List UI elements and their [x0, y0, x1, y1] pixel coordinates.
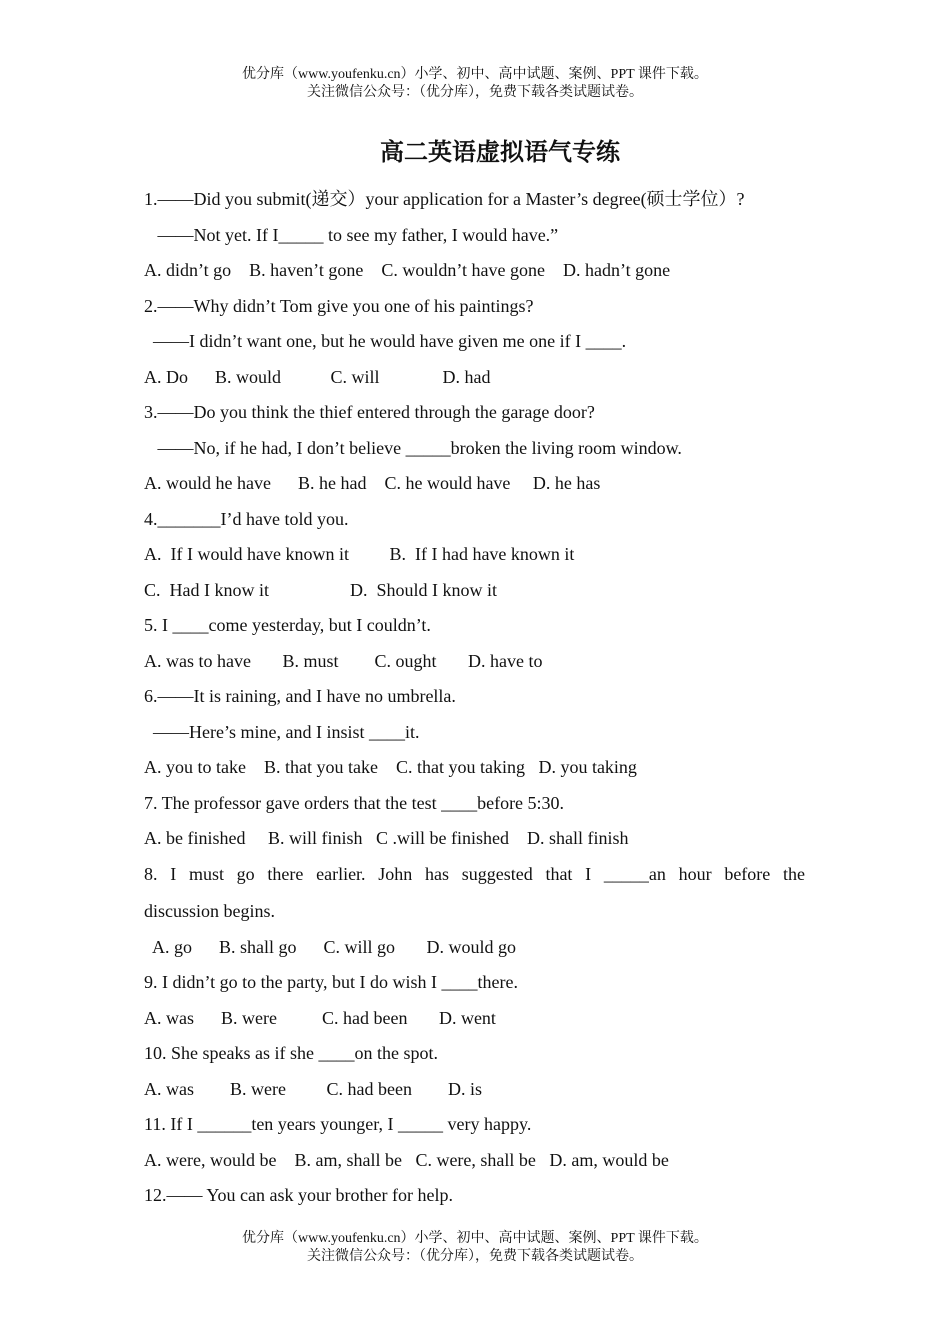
- q9-question: 9. I didn’t go to the party, but I do wish I ____there.: [144, 972, 518, 992]
- q3-question: 3.——Do you think the thief entered through the garage door?: [144, 402, 595, 422]
- footer-line-2: 关注微信公众号：（优分库），免费下载各类试题试卷。: [307, 1249, 643, 1264]
- q11-question: 11. If I ______ten years younger, I _____ very happy.: [144, 1114, 532, 1134]
- q2-question: 2.——Why didn’t Tom give you one of his paintings?: [144, 296, 534, 316]
- q4-question: 4._______I’d have told you.: [144, 509, 349, 529]
- q10-question: 10. She speaks as if she ____on the spot.: [144, 1043, 438, 1063]
- q4-options-cd: C. Had I know it D. Should I know it: [144, 580, 497, 600]
- q2-response: ——I didn’t want one, but he would have given me one if I ____.: [144, 331, 627, 351]
- q10-options: A. was B. were C. had been D. is: [144, 1079, 482, 1099]
- document-title: 高二英语虚拟语气专练: [380, 137, 620, 166]
- q3-response: ——No, if he had, I don’t believe _____broken the living room window.: [144, 438, 682, 458]
- q8-question: 8. I must go there earlier. John has suggested that I _____an hour before the: [144, 864, 805, 884]
- q5-options: A. was to have B. must C. ought D. have to: [144, 651, 543, 671]
- q8-options: A. go B. shall go C. will go D. would go: [144, 937, 517, 957]
- footer-line-1: 优分库（www.youfenku.cn）小学、初中、高中试题、案例、PPT 课件下载。: [242, 1231, 708, 1246]
- q1-options: A. didn’t go B. haven’t gone C. wouldn’t have gone D. hadn’t gone: [144, 260, 671, 280]
- q4-options-ab: A. If I would have known it B. If I had have known it: [144, 544, 575, 564]
- page-header: [0, 66, 950, 102]
- header-line-2: 关注微信公众号：（优分库），免费下载各类试题试卷。: [307, 85, 643, 100]
- q5-question: 5. I ____come yesterday, but I couldn’t.: [144, 615, 431, 635]
- q2-options: A. Do B. would C. will D. had: [144, 367, 491, 387]
- q1-response: ——Not yet. If I_____ to see my father, I would have.”: [144, 225, 559, 245]
- q1-question: 1.——Did you submit(递交）your application for a Master’s degree(硕士学位）?: [144, 189, 745, 209]
- page-footer: [0, 1230, 950, 1266]
- q8-question-cont: discussion begins.: [144, 901, 276, 921]
- q11-options: A. were, would be B. am, shall be C. were, shall be D. am, would be: [144, 1150, 669, 1170]
- header-line-1: 优分库（www.youfenku.cn）小学、初中、高中试题、案例、PPT 课件下载。: [242, 67, 708, 82]
- q7-question: 7. The professor gave orders that the test ____before 5:30.: [144, 793, 565, 813]
- q9-options: A. was B. were C. had been D. went: [144, 1008, 496, 1028]
- q3-options: A. would he have B. he had C. he would have D. he has: [144, 473, 601, 493]
- q6-response: ——Here’s mine, and I insist ____it.: [144, 722, 420, 742]
- q6-question: 6.——It is raining, and I have no umbrella.: [144, 686, 456, 706]
- q7-options: A. be finished B. will finish C .will be finished D. shall finish: [144, 828, 629, 848]
- q12-question: 12.—— You can ask your brother for help.: [144, 1185, 453, 1205]
- q6-options: A. you to take B. that you take C. that you taking D. you taking: [144, 757, 637, 777]
